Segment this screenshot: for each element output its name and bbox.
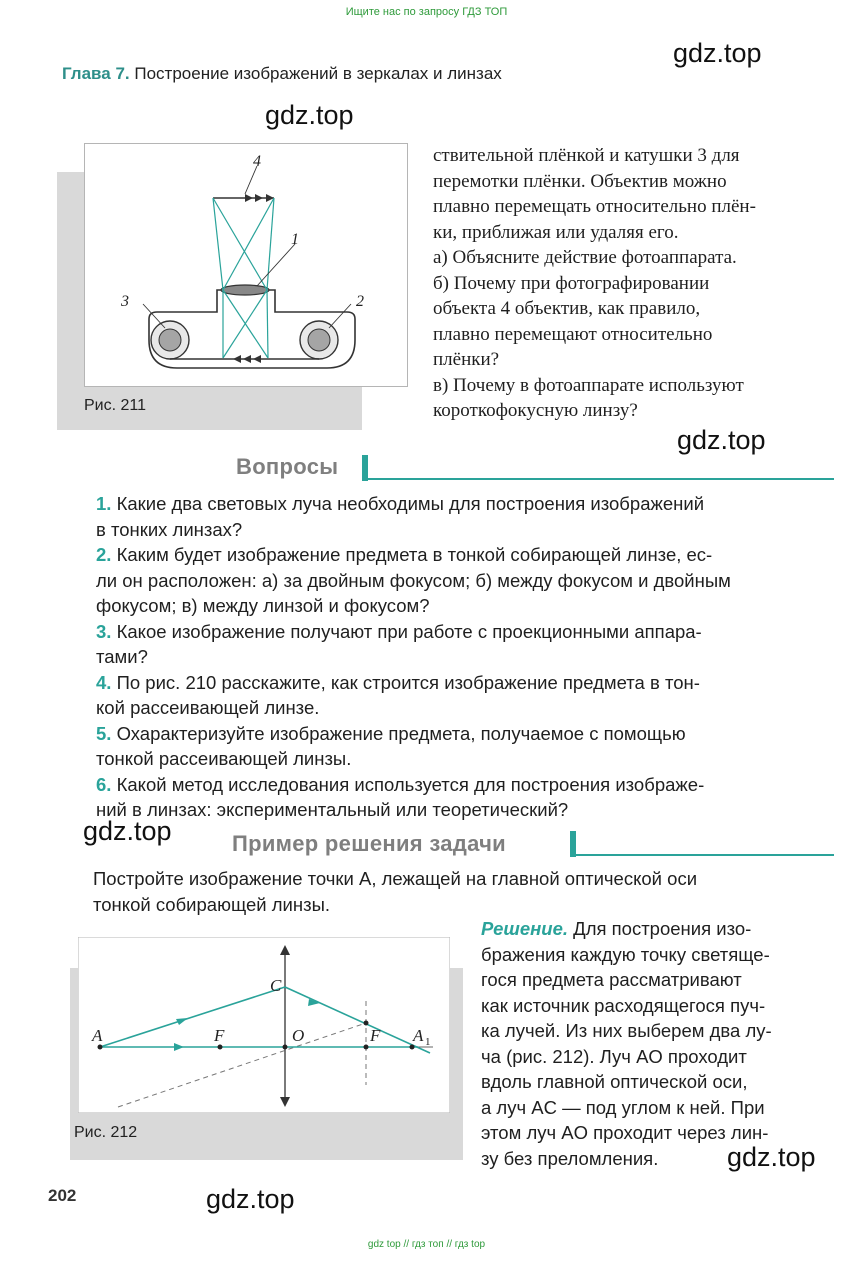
bottom-banner: gdz top // гдз топ // гдз top (367, 1239, 486, 1250)
watermark: gdz.top (206, 1184, 295, 1214)
camera-text (433, 143, 836, 424)
section-underline (570, 854, 834, 856)
text-line: как источник расходящегося пуч- (481, 994, 766, 1016)
text-line: плавно перемещать относительно плён- (433, 196, 756, 217)
text-line: плавно перемещают относительно (433, 323, 713, 345)
text-fragment: Для построения изо- (568, 918, 752, 939)
label-3: 3 (121, 293, 129, 310)
question-item: 3. Какое изображение получают при работе с проекционными аппара- тами? (96, 620, 702, 667)
text-line: тонкой собирающей линзы. (93, 893, 331, 915)
text-line: ки, приближая или удаляя его. (433, 221, 679, 243)
label-F-left: F (214, 1026, 225, 1045)
text-line: плёнки? (433, 349, 500, 370)
label-1: 1 (291, 231, 299, 248)
text-line: Постройте изображение точки A, лежащей на главной оптической оси (93, 868, 698, 889)
text-line (481, 916, 828, 942)
question-item: 2. Каким будет изображение предмета в тонкой собирающей линзе, ес- ли он расположен: а) за двойным фокусом; б) между фокусом и двойным фокусом; в) между линзой и фокусом? (96, 544, 731, 616)
text-line: ка лучей. Из них выберем два лу- (481, 1020, 772, 1041)
watermark: gdz.top (673, 38, 762, 68)
question-item: 5. Охарактеризуйте изображение предмета, получаемое с помощью тонкой рассеивающей линзы. (96, 722, 686, 769)
top-banner: Ищите нас по запросу ГДЗ ТОП (345, 6, 508, 18)
text-line: а луч AC — под углом к ней. При (481, 1096, 765, 1118)
text-line: ствительной плёнкой и катушки 3 для (433, 145, 740, 166)
camera-diagram (85, 144, 407, 386)
chapter-header (62, 64, 502, 84)
text-line: вдоль главной оптической оси, (481, 1071, 748, 1092)
text-line: бражения каждую точку светяще- (481, 943, 770, 965)
text-line: а) Объясните действие фотоаппарата. (433, 247, 737, 268)
label-O: O (292, 1026, 305, 1045)
text-line: объекта 4 объектив, как правило, (433, 298, 701, 319)
text-line: короткофокусную линзу? (433, 400, 638, 421)
question-item: 6. Какой метод исследования используется для построения изображе- ний в линзах: экспериментальный или теоретический? (96, 773, 705, 820)
text-line: зу без преломления. (481, 1147, 659, 1169)
label-4: 4 (253, 153, 261, 170)
questions-title: Вопросы (236, 454, 339, 479)
task-text (93, 866, 838, 917)
question-item: 1. Какие два световых луча необходимы для построения изображений в тонких линзах? (96, 493, 705, 540)
figure-212-caption: Рис. 212 (74, 1124, 138, 1141)
question-item: 4. По рис. 210 расскажите, как строится изображение предмета в тон- кой рассеивающей линзе. (96, 671, 700, 718)
text-line: этом луч AO проходит через лин- (481, 1122, 769, 1143)
solution-lead: Решение. (481, 918, 569, 939)
label-A1-subscript: 1 (425, 1036, 431, 1048)
page-number: 202 (48, 1186, 77, 1205)
text-line: в) Почему в фотоаппарате используют (433, 374, 744, 396)
chapter-label: Глава 7. (62, 64, 130, 83)
text-line: б) Почему при фотографировании (433, 272, 710, 294)
questions-list (96, 491, 838, 823)
watermark: gdz.top (727, 1142, 816, 1172)
watermark: gdz.top (83, 816, 172, 846)
label-A: A (92, 1026, 103, 1045)
watermark: gdz.top (677, 425, 766, 455)
label-A1: A (413, 1026, 424, 1045)
figure-211 (84, 143, 408, 387)
watermark: gdz.top (265, 100, 354, 130)
label-C: C (270, 976, 282, 995)
section-underline (362, 478, 834, 480)
figure-211-caption: Рис. 211 (84, 397, 147, 414)
lens-diagram (78, 937, 450, 1113)
solution-text (481, 916, 828, 1171)
figure-212 (78, 937, 450, 1113)
label-F-right: F (370, 1026, 381, 1045)
label-2: 2 (356, 293, 364, 310)
chapter-title: Построение изображений в зеркалах и линзах (134, 64, 502, 83)
text-line: ча (рис. 212). Луч AO проходит (481, 1045, 747, 1067)
text-line: гося предмета рассматривают (481, 969, 742, 990)
text-line: перемотки плёнки. Объектив можно (433, 170, 727, 192)
example-title: Пример решения задачи (232, 831, 506, 856)
